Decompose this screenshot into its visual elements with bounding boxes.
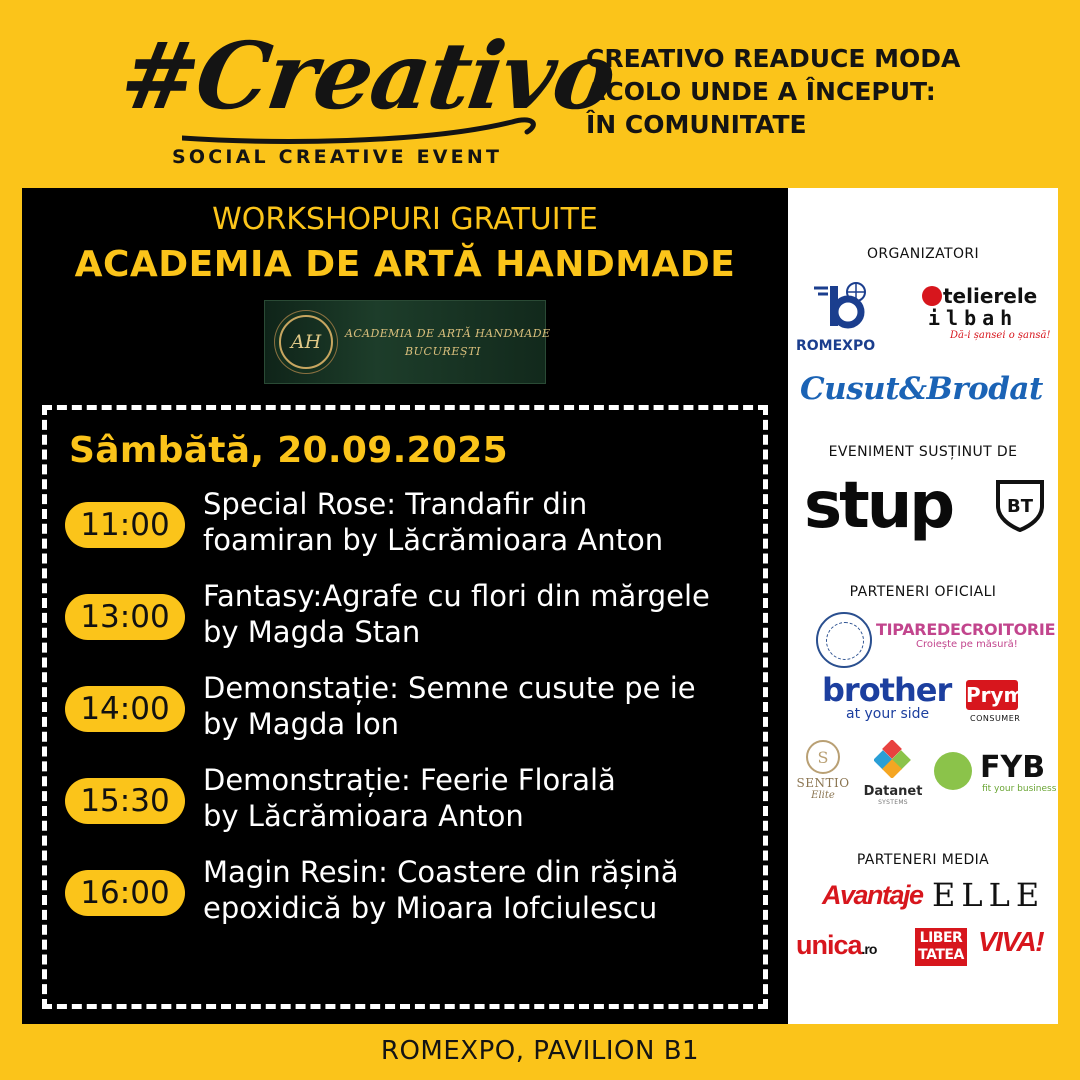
academy-logo-city: BUCUREȘTI <box>405 345 481 358</box>
workshop-line: by Magda Stan <box>203 615 421 649</box>
workshops-panel <box>22 188 788 1024</box>
schedule-box <box>42 405 768 1009</box>
unica-logo <box>796 930 876 961</box>
fyb-name: FYB <box>980 750 1046 785</box>
workshop-description <box>203 486 663 558</box>
academy-title: ACADEMIA DE ARTĂ HANDMADE <box>74 244 736 285</box>
creativo-logo <box>114 18 621 178</box>
academy-logo-mark: AH <box>279 315 333 369</box>
supported-heading: EVENIMENT SUSȚINUT DE <box>828 444 1018 460</box>
sentio-sub: Elite <box>811 790 835 801</box>
unica-domain: .ro <box>861 941 877 957</box>
tipare-slogan: Croiește pe măsură! <box>916 639 1018 650</box>
workshop-line: Magin Resin: Coastere din rășină <box>203 855 679 889</box>
brother-slogan: at your side <box>846 706 930 722</box>
ateliere-ilbah-logo <box>922 284 1051 341</box>
fyb-circle-icon <box>934 752 972 790</box>
ilbah-top-text: telierele <box>943 284 1038 308</box>
cusut-brodat-logo: Cusut&Brodat <box>800 371 1043 407</box>
schedule-item <box>65 762 765 842</box>
brother-logo <box>822 672 951 722</box>
datanet-logo <box>858 740 928 806</box>
creativo-logo-subtitle: SOCIAL CREATIVE EVENT <box>172 146 503 168</box>
workshop-line: by Lăcrămioara Anton <box>203 799 524 833</box>
romexpo-logo-icon <box>812 280 872 330</box>
bt-logo-text: BT <box>1007 496 1033 517</box>
prym-sublabel: CONSUMER <box>970 714 1021 723</box>
workshop-line: Demonstrație: Feerie Florală <box>203 763 616 797</box>
workshop-line: Demonstație: Semne cusute pe ie <box>203 671 696 705</box>
schedule-item <box>65 486 765 566</box>
media-partners-heading: PARTENERI MEDIA <box>856 852 990 868</box>
time-pill: 15:30 <box>65 778 185 824</box>
event-date: Sâmbătă, 20.09.2025 <box>69 430 508 471</box>
libertatea-line: TATEA <box>918 947 964 963</box>
datanet-mark-icon <box>874 740 912 778</box>
logo-swoosh-icon <box>182 114 542 148</box>
workshop-line: Special Rose: Trandafir din <box>203 487 588 521</box>
official-partners-heading: PARTENERI OFICIALI <box>849 584 997 600</box>
tagline-line: ÎN COMUNITATE <box>586 110 807 139</box>
workshop-description <box>203 854 679 926</box>
tipare-de-croitorie-logo <box>876 620 1055 650</box>
ilbah-dot-icon <box>922 286 942 306</box>
sentio-elite-logo <box>788 740 858 801</box>
tagline <box>586 42 1006 141</box>
event-location: ROMEXPO, PAVILION B1 <box>380 1036 700 1066</box>
ilbah-slogan: Dă-i șansei o șansă! <box>950 330 1051 341</box>
workshops-title: WORKSHOPURI GRATUITE <box>212 202 598 237</box>
stup-logo: stup <box>804 469 953 543</box>
time-pill: 16:00 <box>65 870 185 916</box>
workshop-description <box>203 670 696 742</box>
academy-logo-text: ACADEMIA DE ARTĂ HANDMADE <box>345 327 551 340</box>
brother-name: brother <box>822 671 952 709</box>
workshop-line: by Magda Ion <box>203 707 400 741</box>
time-pill: 11:00 <box>65 502 185 548</box>
workshop-line: Fantasy:Agrafe cu flori din mărgele <box>203 579 710 613</box>
sentio-name: SENTIO <box>796 776 850 790</box>
datanet-sub: SYSTEMS <box>878 799 908 806</box>
avantaje-logo: Avantaje <box>822 880 923 910</box>
ilbah-name: ilbah <box>928 306 1019 330</box>
time-pill: 13:00 <box>65 594 185 640</box>
workshop-line: foamiran by Lăcrămioara Anton <box>203 523 664 557</box>
schedule-item <box>65 578 765 658</box>
tagline-line: CREATIVO READUCE MODA <box>586 44 961 73</box>
workshop-description <box>203 578 710 650</box>
seal-logo-icon <box>816 612 872 668</box>
schedule-item <box>65 670 765 750</box>
elle-logo: ELLE <box>932 876 1046 914</box>
organizers-heading: ORGANIZATORI <box>866 246 980 262</box>
tipare-name: TIPAREDECROITORIE <box>876 620 1056 639</box>
schedule-item <box>65 854 765 934</box>
bt-logo-icon <box>990 476 1050 532</box>
sentio-ring-icon: S <box>806 740 840 774</box>
time-pill: 14:00 <box>65 686 185 732</box>
prym-logo: Prym <box>966 680 1018 710</box>
academy-logo <box>264 300 551 384</box>
viva-logo: VIVA! <box>978 926 1044 957</box>
partners-panel <box>788 188 1058 1024</box>
workshop-description <box>203 762 616 834</box>
romexpo-label: ROMEXPO <box>796 338 876 354</box>
datanet-name: Datanet <box>863 784 923 799</box>
workshop-line: epoxidică by Mioara Iofciulescu <box>203 891 658 925</box>
fyb-slogan: fit your business <box>982 784 1057 794</box>
ilbah-top <box>922 284 1051 308</box>
tagline-line: ACOLO UNDE A ÎNCEPUT: <box>586 77 936 106</box>
creativo-logo-word: #Creativo <box>114 22 621 130</box>
unica-name: unica <box>796 930 862 960</box>
libertatea-line: LIBER <box>919 930 963 946</box>
libertatea-logo <box>915 928 967 966</box>
